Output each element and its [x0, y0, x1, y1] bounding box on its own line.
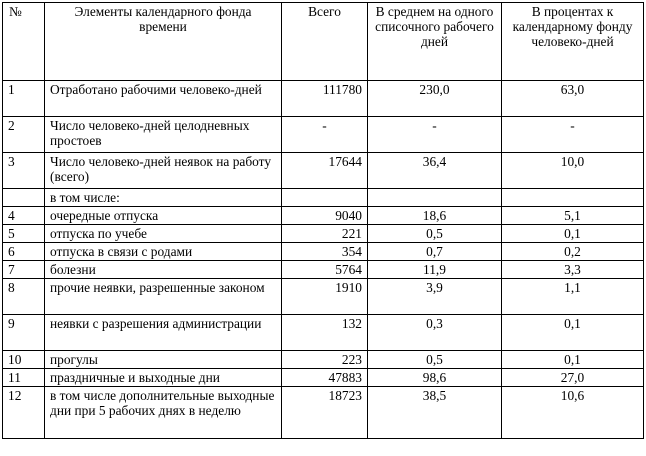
row-pct: 63,0	[502, 81, 644, 117]
table-row	[3, 207, 644, 225]
table-row	[3, 243, 644, 261]
row-name: праздничные и выходные дни	[45, 369, 282, 387]
row-num: 6	[3, 243, 45, 261]
table-row	[3, 279, 644, 315]
row-total: -	[282, 117, 368, 153]
header-total: Всего	[282, 3, 368, 81]
row-avg: 0,3	[368, 315, 502, 351]
table-row	[3, 225, 644, 243]
row-avg: 3,9	[368, 279, 502, 315]
row-num: 4	[3, 207, 45, 225]
header-elements: Элементы календарного фонда времени	[45, 3, 282, 81]
row-total: 354	[282, 243, 368, 261]
row-avg: 230,0	[368, 81, 502, 117]
row-total: 221	[282, 225, 368, 243]
row-total: 17644	[282, 153, 368, 189]
row-avg	[368, 189, 502, 207]
row-name: в том числе дополнительные выходные дни при 5 рабочих днях в неделю	[45, 387, 282, 439]
row-name: отпуска в связи с родами	[45, 243, 282, 261]
row-name: Число человеко-дней неявок на работу (всего)	[45, 153, 282, 189]
table-row	[3, 387, 644, 439]
table-row	[3, 153, 644, 189]
row-pct: 0,1	[502, 315, 644, 351]
row-avg: -	[368, 117, 502, 153]
row-pct: 0,1	[502, 351, 644, 369]
row-avg: 18,6	[368, 207, 502, 225]
row-pct: 10,6	[502, 387, 644, 439]
row-num: 1	[3, 81, 45, 117]
row-num: 7	[3, 261, 45, 279]
row-total: 223	[282, 351, 368, 369]
row-total: 5764	[282, 261, 368, 279]
row-name: отпуска по учебе	[45, 225, 282, 243]
row-name: прогулы	[45, 351, 282, 369]
table-row	[3, 351, 644, 369]
row-avg: 38,5	[368, 387, 502, 439]
row-pct: -	[502, 117, 644, 153]
row-avg: 0,5	[368, 225, 502, 243]
table-row	[3, 261, 644, 279]
header-avg: В среднем на одного списочного рабочего дней	[368, 3, 502, 81]
row-num: 11	[3, 369, 45, 387]
row-num: 2	[3, 117, 45, 153]
row-name: прочие неявки, разрешенные законом	[45, 279, 282, 315]
row-name: Отработано рабочими человеко-дней	[45, 81, 282, 117]
row-avg: 36,4	[368, 153, 502, 189]
row-total: 1910	[282, 279, 368, 315]
row-total: 9040	[282, 207, 368, 225]
row-num: 3	[3, 153, 45, 189]
table-row	[3, 81, 644, 117]
row-num	[3, 189, 45, 207]
row-name: в том числе:	[45, 189, 282, 207]
row-avg: 0,5	[368, 351, 502, 369]
row-avg: 11,9	[368, 261, 502, 279]
row-avg: 0,7	[368, 243, 502, 261]
row-pct: 1,1	[502, 279, 644, 315]
row-name: болезни	[45, 261, 282, 279]
table-row	[3, 369, 644, 387]
row-pct: 0,1	[502, 225, 644, 243]
header-num: №	[3, 3, 45, 81]
table-row	[3, 117, 644, 153]
row-num: 12	[3, 387, 45, 439]
row-total	[282, 189, 368, 207]
row-pct: 10,0	[502, 153, 644, 189]
row-num: 9	[3, 315, 45, 351]
row-name: Число человеко-дней целодневных простоев	[45, 117, 282, 153]
calendar-fund-table	[2, 2, 644, 439]
row-pct: 3,3	[502, 261, 644, 279]
row-avg: 98,6	[368, 369, 502, 387]
header-percent: В процентах к календарному фонду человеко-дней	[502, 3, 644, 81]
row-name: очередные отпуска	[45, 207, 282, 225]
row-num: 8	[3, 279, 45, 315]
row-total: 18723	[282, 387, 368, 439]
row-pct: 0,2	[502, 243, 644, 261]
row-total: 132	[282, 315, 368, 351]
row-pct: 27,0	[502, 369, 644, 387]
row-num: 10	[3, 351, 45, 369]
row-name: неявки с разрешения администрации	[45, 315, 282, 351]
row-total: 111780	[282, 81, 368, 117]
table-row	[3, 315, 644, 351]
table-row	[3, 189, 644, 207]
row-total: 47883	[282, 369, 368, 387]
row-pct	[502, 189, 644, 207]
header-row	[3, 3, 644, 81]
row-pct: 5,1	[502, 207, 644, 225]
row-num: 5	[3, 225, 45, 243]
